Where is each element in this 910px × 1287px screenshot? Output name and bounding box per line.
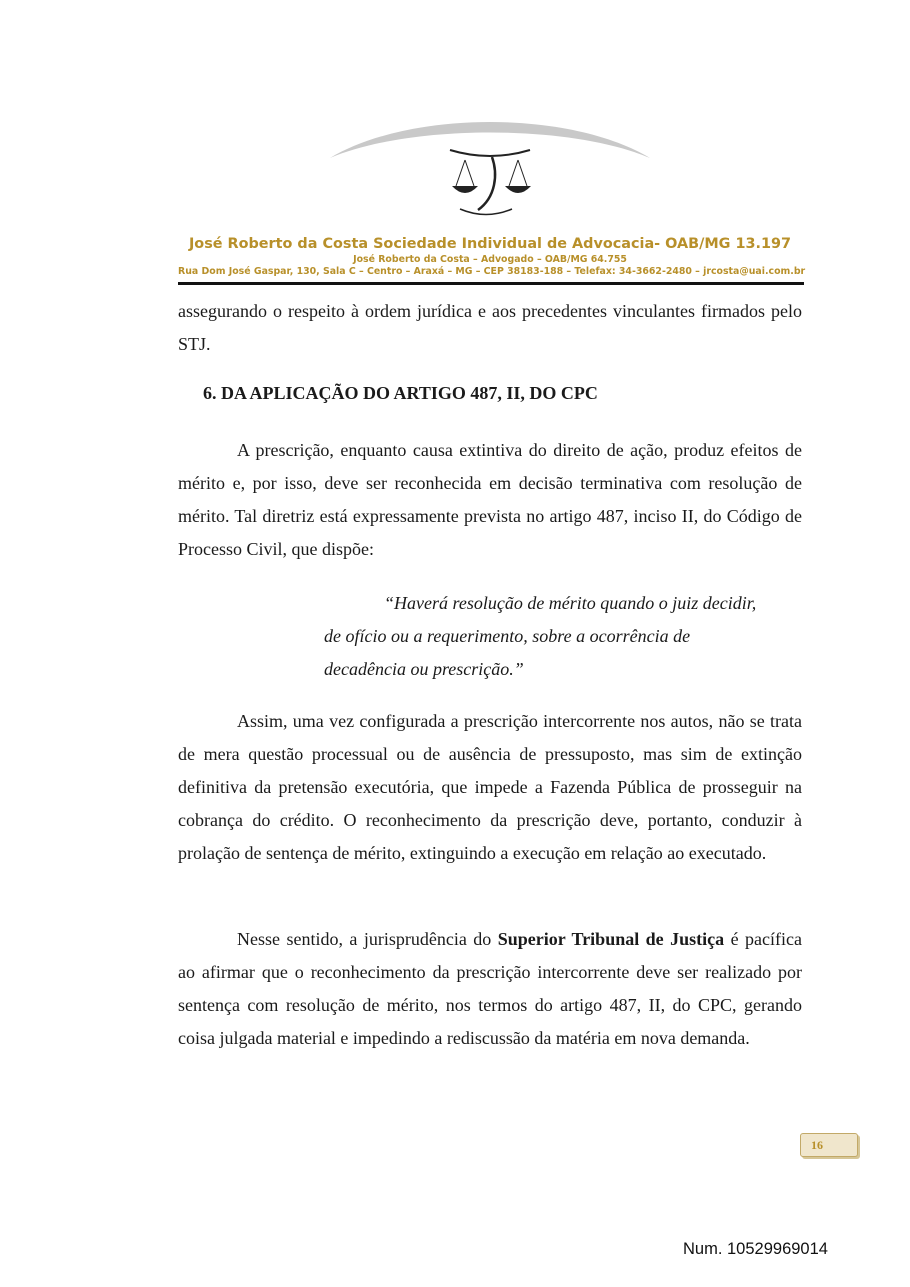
letterhead-firm-name: José Roberto da Costa Sociedade Individual de Advocacia- OAB/MG 13.197 bbox=[188, 236, 792, 252]
quote-line-1: “Haverá resolução de mérito quando o juiz decidir, bbox=[384, 593, 757, 613]
paragraph-3-start: Nesse sentido, a jurisprudência do bbox=[237, 929, 498, 949]
paragraph-3 bbox=[178, 923, 802, 1055]
paragraph-1 bbox=[178, 434, 802, 566]
page-number: 16 bbox=[811, 1138, 823, 1152]
legal-quote bbox=[324, 587, 802, 686]
paragraph-text: assegurando o respeito à ordem jurídica e aos precedentes vinculantes firmados pelo STJ. bbox=[178, 301, 802, 354]
quote-line-2: de ofício ou a requerimento, sobre a ocorrência de bbox=[324, 626, 691, 646]
paragraph-text bbox=[178, 923, 802, 1055]
document-number: Num. 10529969014 bbox=[683, 1240, 828, 1258]
letterhead-address: Rua Dom José Gaspar, 130, Sala C – Centro – Araxá – MG – CEP 38183-188 – Telefax: 34-3662-2480 – jrcosta@uai.com.br bbox=[178, 266, 806, 277]
letterhead-lawyer: José Roberto da Costa – Advogado – OAB/MG 64.755 bbox=[353, 254, 627, 265]
header-divider bbox=[178, 282, 804, 285]
quote-line-3: decadência ou prescrição.” bbox=[324, 659, 524, 679]
paragraph-continuation bbox=[178, 295, 802, 361]
paragraph-text: Assim, uma vez configurada a prescrição intercorrente nos autos, não se trata de mera questão processual ou de ausência de pressuposto, mas sim de extinção definitiva da pretensão executória, que impede a Fazenda Pública de prosseguir na cobrança do crédito. O reconhecimento da prescrição deve, portanto, conduzir à prolação de sentença de mérito, extinguindo a execução em relação ao executado. bbox=[178, 711, 802, 863]
paragraph-2 bbox=[178, 705, 802, 870]
paragraph-3-end: é pacífica ao afirmar que o reconhecimento da prescrição intercorrente deve ser realizado por sentença com resolução de mérito, nos termos do artigo 487, II, do CPC, gerando coisa julgada material e impedindo a rediscussão da matéria em nova demanda. bbox=[178, 929, 802, 1048]
scales-of-justice-icon bbox=[320, 112, 660, 230]
page-number-badge bbox=[800, 1133, 858, 1157]
court-name-bold: Superior Tribunal de Justiça bbox=[497, 929, 725, 949]
section-heading: 6. DA APLICAÇÃO DO ARTIGO 487, II, DO CPC bbox=[203, 383, 598, 403]
paragraph-text: A prescrição, enquanto causa extintiva do direito de ação, produz efeitos de mérito e, por isso, deve ser reconhecida em decisão terminativa com resolução de mérito. Tal diretriz está expressamente prevista no artigo 487, inciso II, do Código de Processo Civil, que dispõe: bbox=[178, 440, 802, 559]
